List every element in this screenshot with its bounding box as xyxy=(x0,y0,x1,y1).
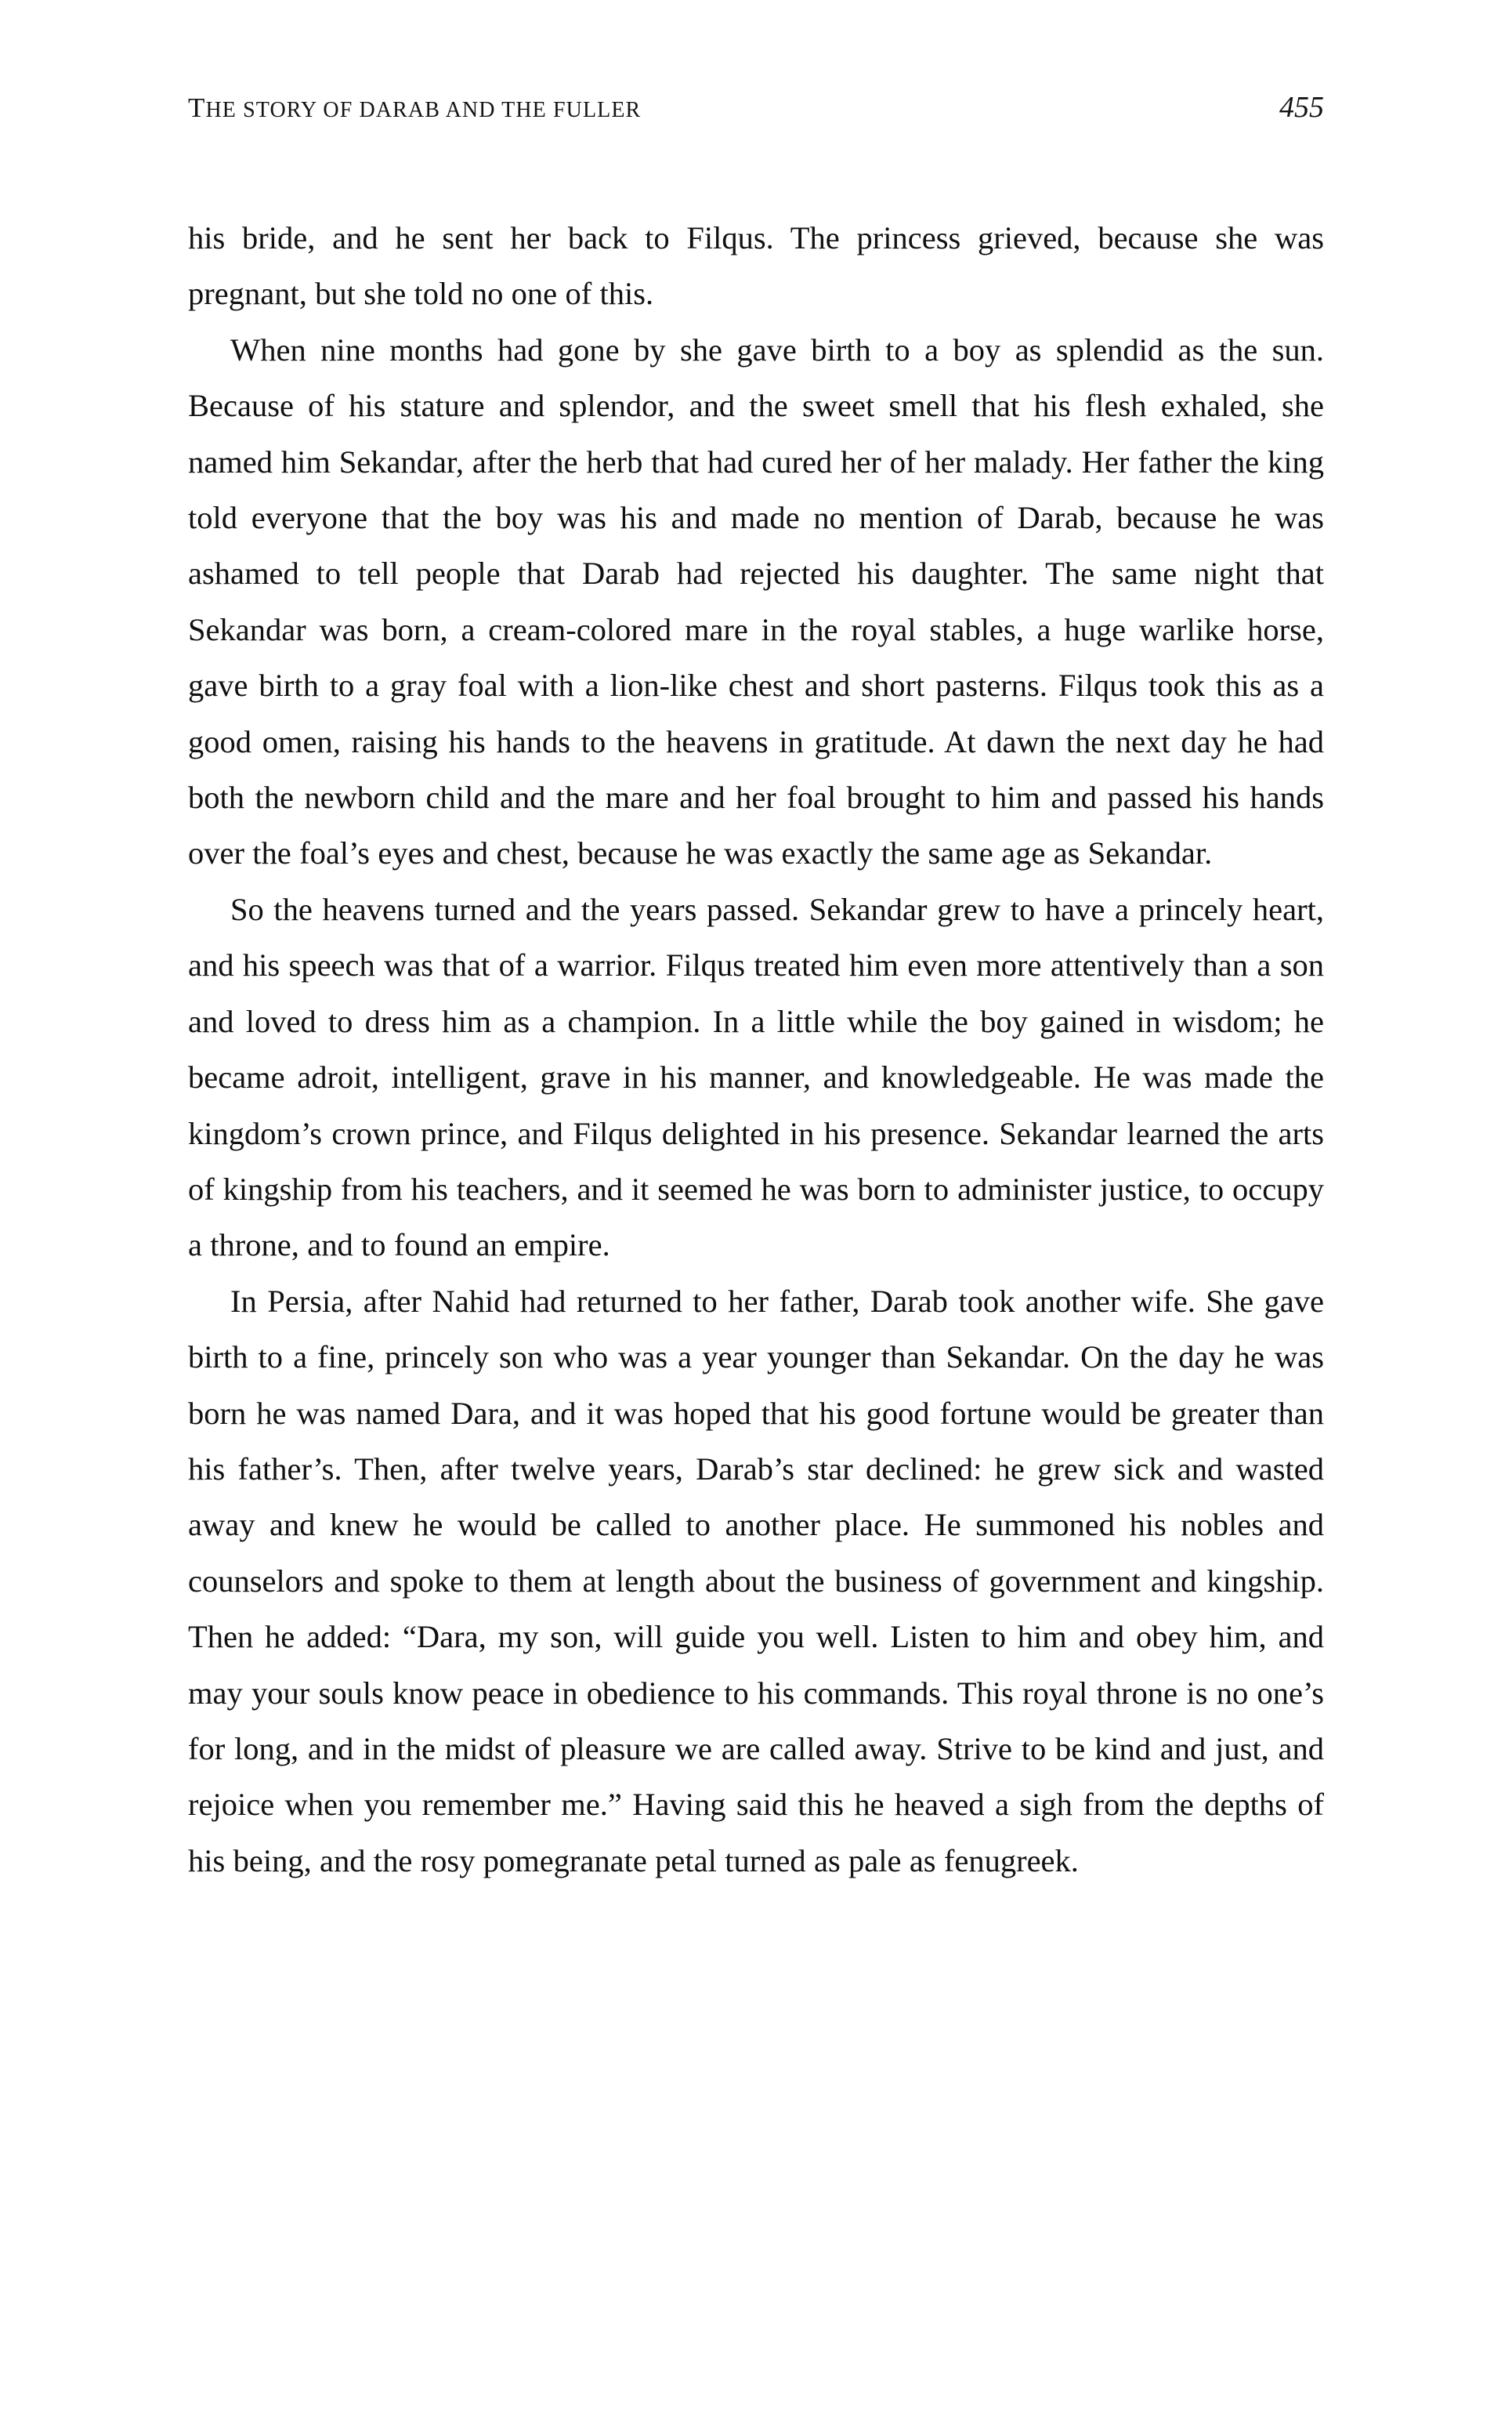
paragraph: So the heavens turned and the years passed. Sekandar grew to have a princely heart, and his speech was that of a warrior. Filqus treated him even more attentively than a son and loved to dress him as a champion. In a little while the boy gained in wisdom; he became adroit, intelligent, grave in his manner, and knowledgeable. He was made the kingdom’s crown prince, and Filqus delighted in his presence. Sekandar learned the arts of kingship from his teachers, and it seemed he was born to administer justice, to occupy a throne, and to found an empire. xyxy=(188,891,1324,1263)
running-head-title: THE STORY OF DARAB AND THE FULLER xyxy=(188,92,642,123)
running-head xyxy=(188,90,1324,134)
paragraph: his bride, and he sent her back to Filqus. The princess grieved, because she was pregnant, but she told no one of this. xyxy=(188,220,1324,312)
body-text xyxy=(188,210,1324,1889)
paragraph: In Persia, after Nahid had returned to her father, Darab took another wife. She gave birth to a fine, princely son who was a year younger than Sekandar. On the day he was born he was named Dara, and it was hoped that his good fortune would be greater than his father’s. Then, after twelve years, Darab’s star declined: he grew sick and wasted away and knew he would be called to another place. He summoned his nobles and counselors and spoke to them at length about the business of government and kingship. Then he added: “Dara, my son, will guide you well. Listen to him and obey him, and may your souls know peace in obedience to his commands. This royal throne is no one’s for long, and in the midst of pleasure we are called away. Strive to be kind and just, and rejoice when you remember me.” Having said this he heaved a sigh from the depths of his being, and the rosy pomegranate petal turned as pale as fenugreek. xyxy=(188,1283,1324,1878)
paragraph: When nine months had gone by she gave birth to a boy as splendid as the sun. Because of his stature and splendor, and the sweet smell that his flesh exhaled, she named him Sekandar, after the herb that had cured her of her malady. Her father the king told everyone that the boy was his and made no mention of Darab, because he was ashamed to tell people that Darab had rejected his daughter. The same night that Sekandar was born, a cream-colored mare in the royal stables, a huge warlike horse, gave birth to a gray foal with a lion-like chest and short pasterns. Filqus took this as a good omen, raising his hands to the heavens in gratitude. At dawn the next day he had both the newborn child and the mare and her foal brought to him and passed his hands over the foal’s eyes and chest, because he was exactly the same age as Sekandar. xyxy=(188,331,1324,871)
page-number: 455 xyxy=(1279,91,1324,124)
